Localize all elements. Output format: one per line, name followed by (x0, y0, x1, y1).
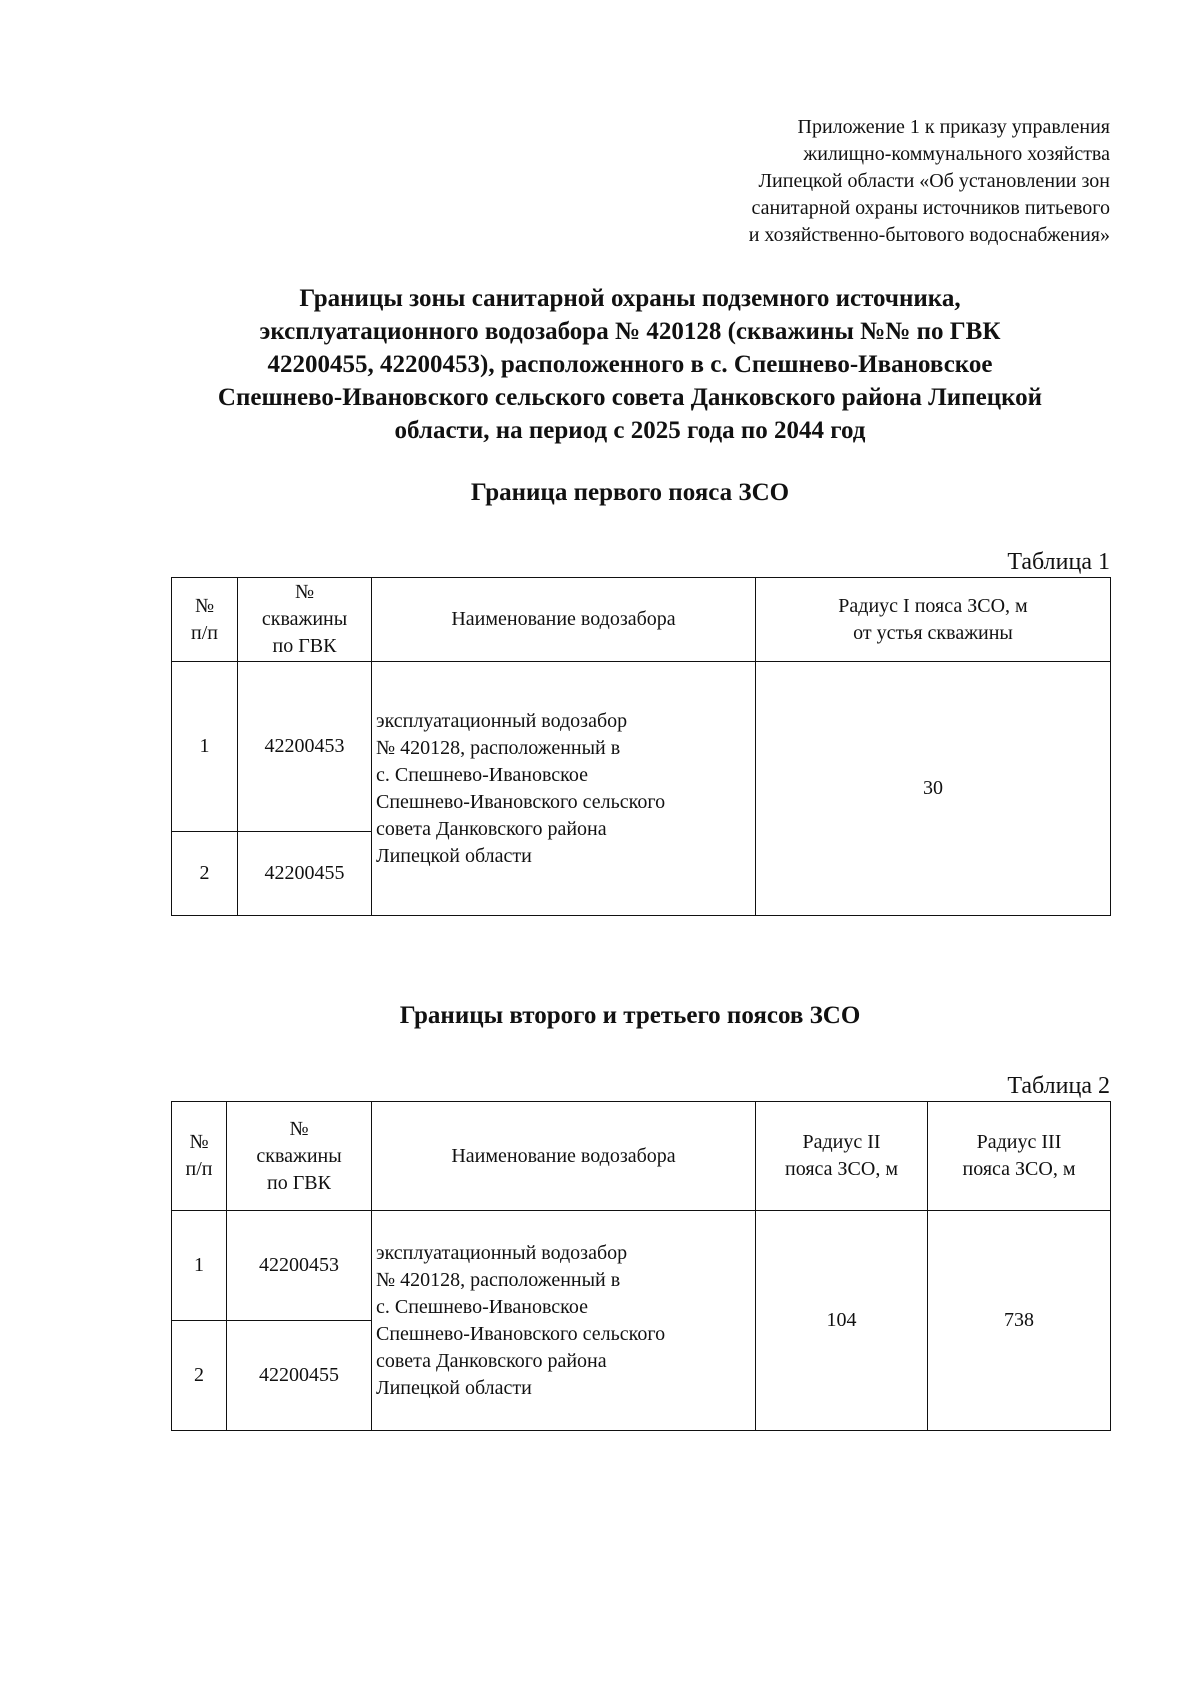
table2-heading: Границы второго и третьего поясов ЗСО (399, 1002, 861, 1029)
table-row (172, 1211, 1111, 1321)
header-well: № скважины по ГВК (238, 578, 372, 662)
header-name: Наименование водозабора (372, 1102, 756, 1211)
title-line: 42200455, 42200453), расположенного в с. Спешнево-Ивановское (267, 351, 993, 378)
document-title (160, 282, 1100, 447)
table1 (171, 577, 1111, 916)
title-line: Спешнево-Ивановского сельского совета Данковского района Липецкой (217, 384, 1043, 411)
row-radius3: 738 (928, 1211, 1111, 1431)
table-row (172, 662, 1111, 832)
row-name: эксплуатационный водозабор № 420128, расположенный в с. Спешнево-Ивановское Спешнево-Ивановского сельского совета Данковского района Липецкой области (372, 662, 756, 916)
title-line: Границы зоны санитарной охраны подземного источника, (299, 285, 961, 312)
appendix-line: Липецкой области «Об установлении зон (758, 170, 1110, 192)
header-num: № п/п (172, 1102, 227, 1211)
header-name: Наименование водозабора (372, 578, 756, 662)
row-radius2: 104 (756, 1211, 928, 1431)
appendix-line: Приложение 1 к приказу управления (797, 116, 1110, 138)
title-line: области, на период с 2025 года по 2044 год (394, 417, 866, 444)
row-num: 1 (172, 662, 238, 832)
row-num: 2 (172, 832, 238, 916)
table2-header-row (172, 1102, 1111, 1211)
row-num: 2 (172, 1321, 227, 1431)
appendix-note (560, 114, 1110, 249)
table1-header-row (172, 578, 1111, 662)
row-well: 42200453 (227, 1211, 372, 1321)
row-well: 42200453 (238, 662, 372, 832)
table2-label: Таблица 2 (1007, 1073, 1110, 1099)
row-num: 1 (172, 1211, 227, 1321)
header-radius2: Радиус II пояса ЗСО, м (756, 1102, 928, 1211)
row-well: 42200455 (227, 1321, 372, 1431)
header-radius3: Радиус III пояса ЗСО, м (928, 1102, 1111, 1211)
row-radius: 30 (756, 662, 1111, 916)
table2 (171, 1101, 1111, 1431)
appendix-line: и хозяйственно-бытового водоснабжения» (748, 224, 1110, 246)
row-name: эксплуатационный водозабор № 420128, расположенный в с. Спешнево-Ивановское Спешнево-Ивановского сельского совета Данковского района Липецкой области (372, 1211, 756, 1431)
table1-heading: Граница первого пояса ЗСО (470, 479, 790, 506)
header-well: № скважины по ГВК (227, 1102, 372, 1211)
header-radius: Радиус I пояса ЗСО, м от устья скважины (756, 578, 1111, 662)
row-well: 42200455 (238, 832, 372, 916)
header-num: № п/п (172, 578, 238, 662)
table1-label: Таблица 1 (1007, 549, 1110, 575)
appendix-line: жилищно-коммунального хозяйства (803, 143, 1110, 165)
appendix-line: санитарной охраны источников питьевого (751, 197, 1110, 219)
title-line: эксплуатационного водозабора № 420128 (скважины №№ по ГВК (259, 318, 1001, 345)
